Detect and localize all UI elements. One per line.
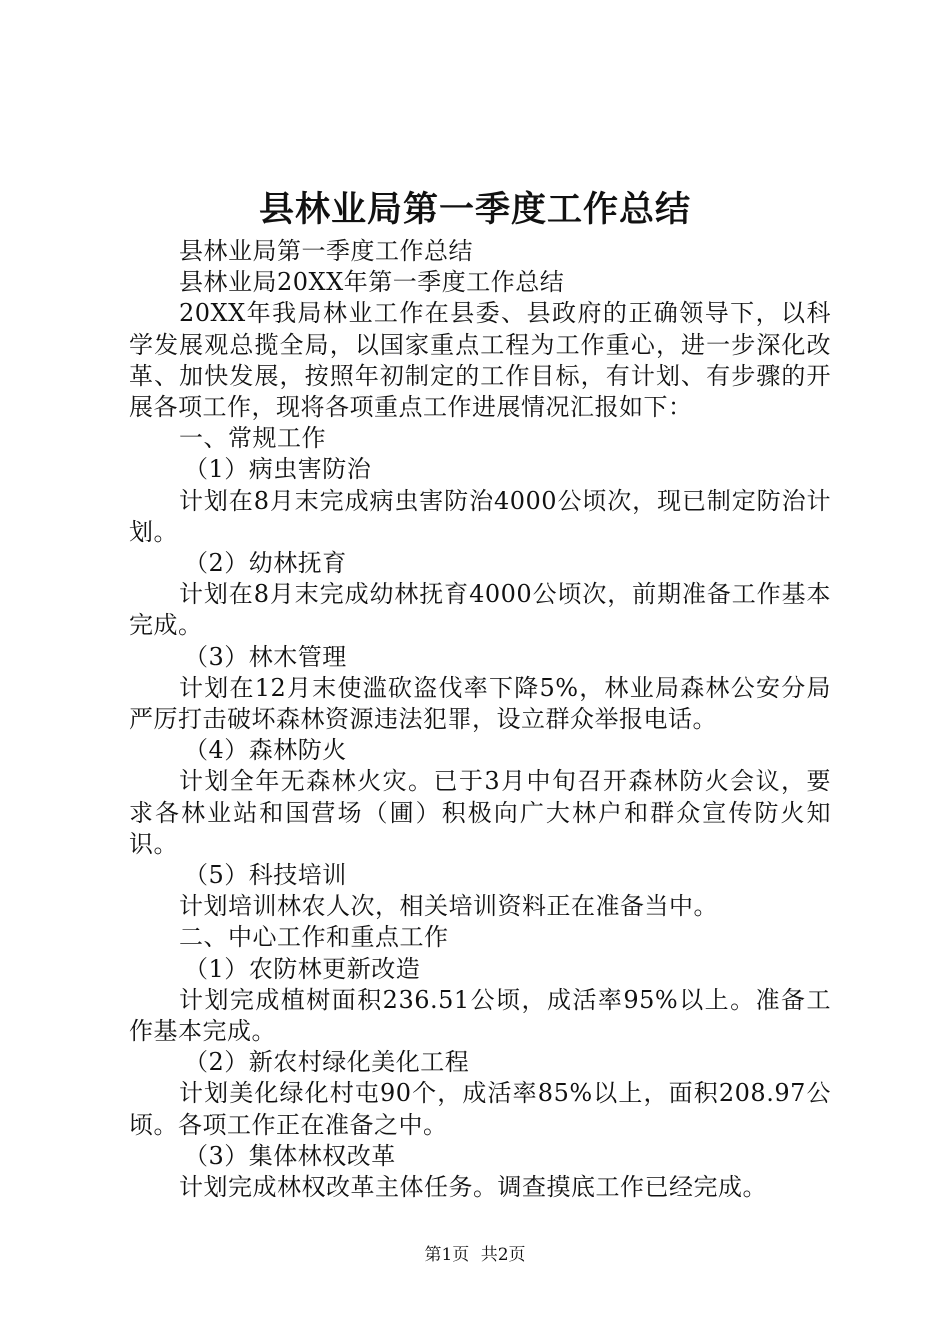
paragraph-forest-management: 计划在12月末使滥砍盗伐率下降5%，林业局森林公安分局严厉打击破坏森林资源违法犯罪，设立群众举报电话。 [129,673,831,734]
item-heading-forest-management: （3）林木管理 [184,642,347,671]
item-heading-young-forest: （2）幼林抚育 [184,549,347,578]
paragraph-subtitle-year: 县林业局20XX年第一季度工作总结 [179,268,565,297]
item-heading-pest-control: （1）病虫害防治 [184,455,372,484]
page-number: 第1页 [424,1245,470,1265]
paragraph-pest-control: 计划在8月末完成病虫害防治4000公顷次，现已制定防治计划。 [129,486,831,546]
page-total: 共2页 [480,1245,526,1265]
section-heading-key-work: 二、中心工作和重点工作 [179,923,449,952]
paragraph-forest-rights: 计划完成林权改革主体任务。调查摸底工作已经完成。 [179,1173,767,1202]
paragraph-fire-prevention: 计划全年无森林火灾。已于3月中旬召开森林防火会议，要求各林业站和国营场（圃）积极向广大林户和群众宣传防火知识。 [129,767,831,858]
item-heading-fire-prevention: （4）森林防火 [184,736,347,765]
section-heading-routine: 一、常规工作 [179,424,326,453]
paragraph-village-greening: 计划美化绿化村屯90个，成活率85%以上，面积208.97公顷。各项工作正在准备之中。 [129,1079,831,1139]
document-body [129,236,831,1203]
item-heading-forest-rights: （3）集体林权改革 [184,1141,396,1170]
page-footer [0,1244,950,1266]
item-heading-shelterbelt: （1）农防林更新改造 [184,954,421,983]
paragraph-tech-training: 计划培训林农人次，相关培训资料正在准备当中。 [179,892,718,921]
item-heading-village-greening: （2）新农村绿化美化工程 [184,1048,470,1077]
paragraph-intro: 20XX年我局林业工作在县委、县政府的正确领导下，以科学发展观总揽全局，以国家重点工程为工作重心，进一步深化改革、加快发展，按照年初制定的工作目标，有计划、有步骤的开展各项工作，现将各项重点工作进展情况汇报如下： [129,299,831,422]
document-title: 县林业局第一季度工作总结 [258,189,691,230]
paragraph-subtitle: 县林业局第一季度工作总结 [179,237,473,265]
paragraph-shelterbelt: 计划完成植树面积236.51公顷，成活率95%以上。准备工作基本完成。 [129,985,831,1046]
paragraph-young-forest: 计划在8月末完成幼林抚育4000公顷次，前期准备工作基本完成。 [129,580,831,640]
item-heading-tech-training: （5）科技培训 [184,861,347,890]
